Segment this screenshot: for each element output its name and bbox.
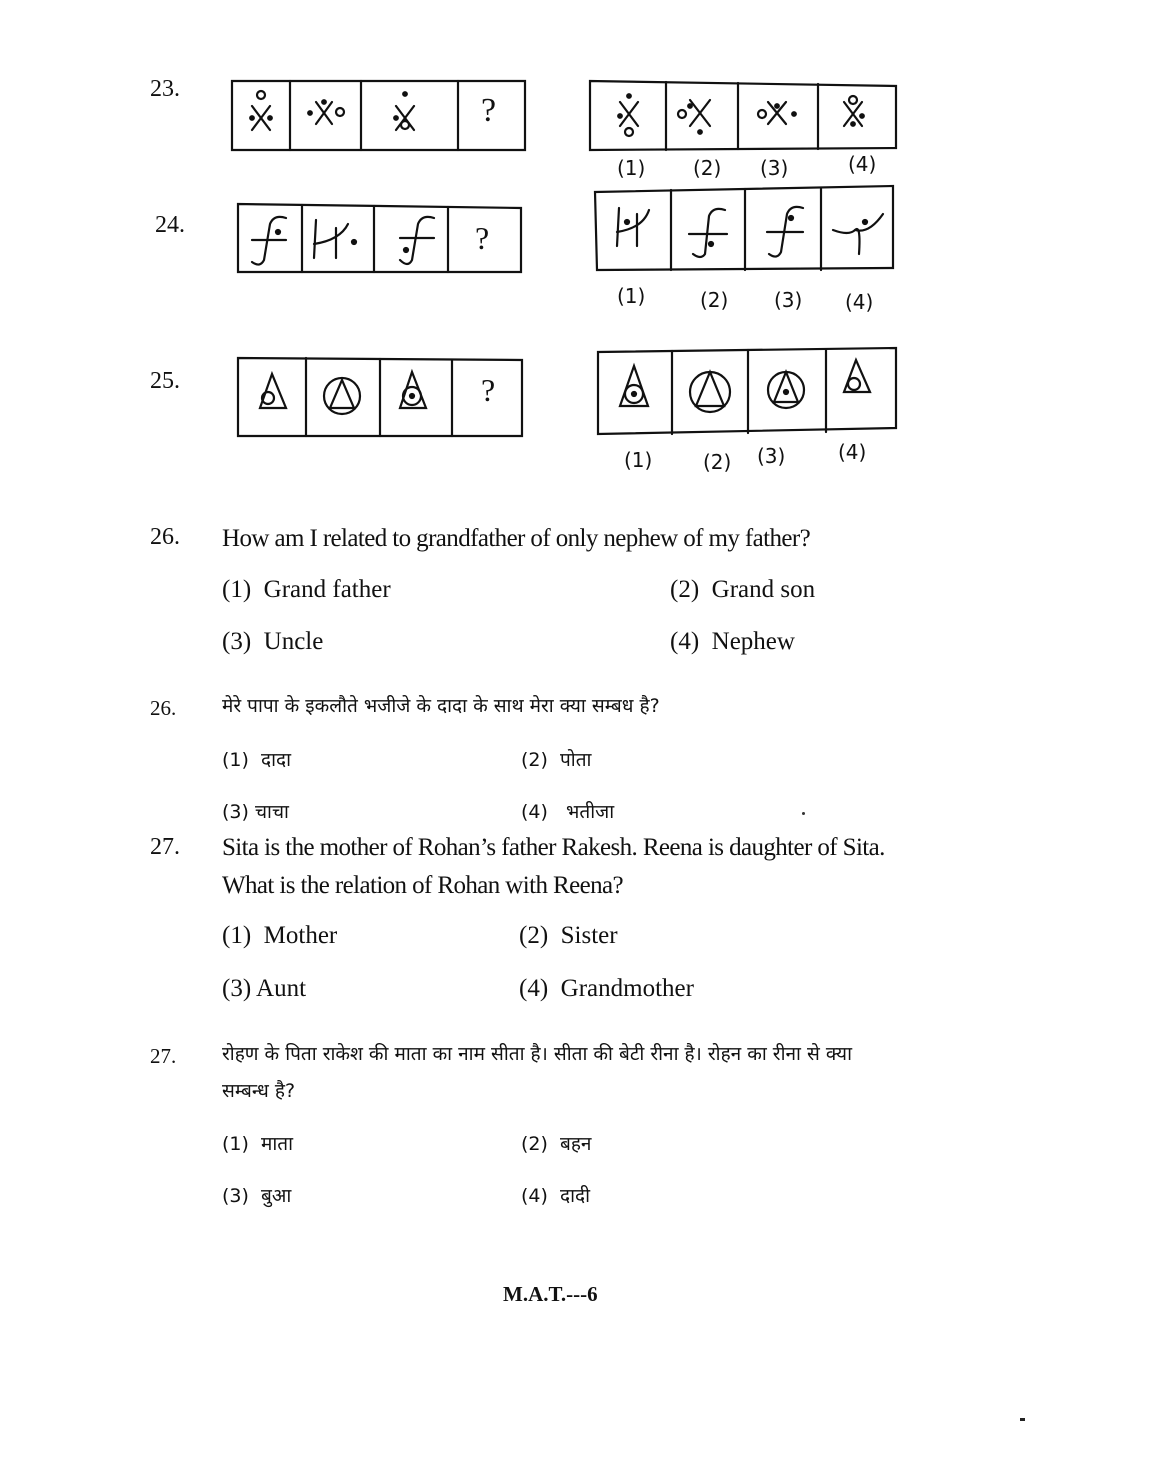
question-23-number: 23. <box>150 76 180 102</box>
question-24-number: 24. <box>155 212 185 238</box>
q26-hi-option-1: (1) दादा <box>222 749 292 771</box>
q23-option-3-label: (3) <box>760 156 789 180</box>
q24-option-4-label: (4) <box>845 290 874 314</box>
q26-hi-option-2: (2) पोता <box>521 749 592 771</box>
q25-answer-figures <box>594 346 900 438</box>
question-26-en-number: 26. <box>150 524 180 550</box>
q27-en-option-4: (4) Grandmother <box>519 975 694 1002</box>
q25-option-2-label: (2) <box>703 450 732 474</box>
question-27-hi-number: 27. <box>150 1044 177 1068</box>
q26-en-option-3: (3) Uncle <box>222 628 324 655</box>
q24-option-1-label: (1) <box>617 284 646 308</box>
question-26-en-text: How am I related to grandfather of only nephew of my father? <box>222 525 811 552</box>
question-26-hi-number: 26. <box>150 696 177 720</box>
question-26-hi-text: मेरे पापा के इकलौते भजीजे के दादा के साथ मेरा क्या सम्बध है? <box>222 695 660 717</box>
question-27-en-line-1: Sita is the mother of Rohan’s father Rakesh. Reena is daughter of Sita. <box>222 834 885 861</box>
q24-answer-figures <box>593 184 897 276</box>
scan-speck <box>1020 1418 1025 1421</box>
scan-speck <box>802 812 805 815</box>
question-27-hi-line-2: सम्बन्ध है? <box>222 1080 296 1102</box>
q24-option-3-label: (3) <box>774 288 803 312</box>
question-27-hi-line-1: रोहण के पिता राकेश की माता का नाम सीता है। सीता की बेटी रीना है। रोहन का रीना से क्या <box>222 1043 852 1065</box>
q23-unknown-mark: ? <box>481 92 497 129</box>
q26-hi-option-3: (3) चाचा <box>222 801 289 823</box>
q23-option-1-label: (1) <box>617 156 646 180</box>
q27-hi-option-1: (1) माता <box>222 1133 294 1155</box>
q26-hi-option-4: (4) भतीजा <box>521 801 615 823</box>
q25-unknown-mark: ? <box>481 372 496 408</box>
q27-hi-option-2: (2) बहन <box>521 1133 592 1155</box>
q25-option-1-label: (1) <box>624 448 653 472</box>
q25-option-4-label: (4) <box>838 440 867 464</box>
q24-unknown-mark: ? <box>475 220 490 256</box>
q23-option-4-label: (4) <box>848 152 877 176</box>
page-footer-code: M.A.T.---6 <box>503 1282 598 1306</box>
q27-hi-option-3: (3) बुआ <box>222 1185 292 1207</box>
q27-en-option-1: (1) Mother <box>222 922 338 949</box>
q26-en-option-1: (1) Grand father <box>222 576 391 603</box>
q26-en-option-4: (4) Nephew <box>670 628 795 655</box>
q24-option-2-label: (2) <box>700 288 729 312</box>
q27-en-option-2: (2) Sister <box>519 922 618 949</box>
q23-answer-figures <box>588 78 900 152</box>
q23-option-2-label: (2) <box>693 156 722 180</box>
q27-hi-option-4: (4) दादी <box>521 1185 591 1207</box>
question-27-en-line-2: What is the relation of Rohan with Reena? <box>222 872 623 899</box>
q25-option-3-label: (3) <box>757 444 786 468</box>
q26-en-option-2: (2) Grand son <box>670 576 816 603</box>
question-27-en-number: 27. <box>150 834 180 860</box>
question-25-number: 25. <box>150 368 180 394</box>
q27-en-option-3: (3) Aunt <box>222 975 307 1002</box>
